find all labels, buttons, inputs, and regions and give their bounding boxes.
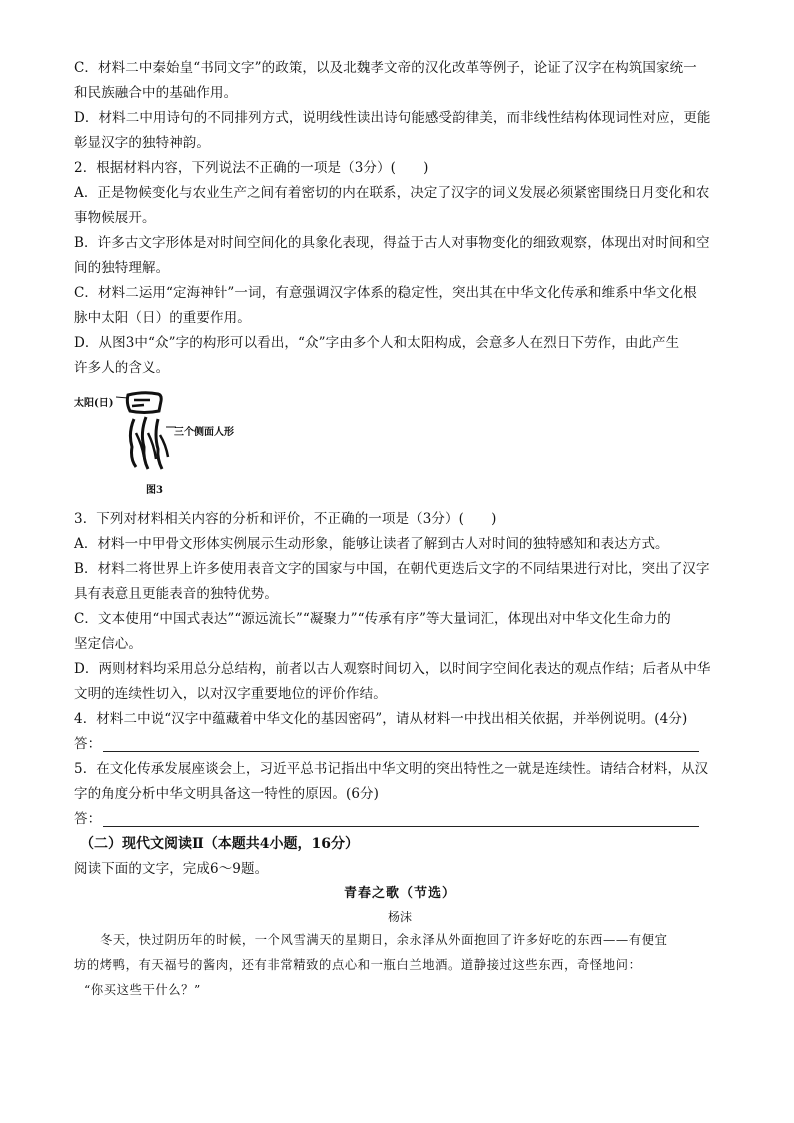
option-b3-line1: B．材料二将世界上许多使用表音文字的国家与中国，在朝代更迭后文字的不同结果进行对比，突出了汉字 bbox=[74, 561, 710, 577]
answer-field-4[interactable] bbox=[103, 736, 699, 752]
option-c3-line2: 坚定信心。 bbox=[74, 636, 142, 652]
figure-people-label: 三个侧面人形 bbox=[174, 427, 234, 438]
option-c2-line1: C．材料二运用“定海神针”一词，有意强调汉字体系的稳定性，突出其在中华文化传承和维系中华文化根 bbox=[74, 285, 697, 301]
question-3: 3．下列对材料相关内容的分析和评价，不正确的一项是（3分）( ) bbox=[74, 511, 497, 527]
answer-label: 答： bbox=[74, 811, 102, 827]
option-a2-line2: 事物候展开。 bbox=[74, 210, 156, 226]
question-2: 2．根据材料内容，下列说法不正确的一项是（3分）( ) bbox=[74, 160, 429, 176]
story-author: 杨沫 bbox=[387, 910, 412, 924]
option-d3-line2: 文明的连续性切入，以对汉字重要地位的评价作结。 bbox=[74, 686, 387, 702]
option-c1-line2: 和民族融合中的基础作用。 bbox=[74, 85, 238, 101]
question-5-line1: 5．在文化传承发展座谈会上，习近平总书记指出中华文明的突出特性之一就是连续性。请结合材料，从汉 bbox=[74, 761, 709, 777]
figure-sun-label: 太阳(日) bbox=[74, 398, 114, 409]
answer-field-5[interactable] bbox=[103, 811, 699, 827]
figure-3 bbox=[74, 389, 726, 501]
option-d3-line1: D．两则材料均采用总分总结构，前者以古人观察时间切入，以时间字空间化表达的观点作结；后者从中华 bbox=[74, 661, 711, 677]
answer-line-5 bbox=[74, 807, 726, 832]
answer-line-4 bbox=[74, 732, 726, 757]
option-b3-line2: 具有表意且更能表音的独特优势。 bbox=[74, 586, 278, 602]
exam-page bbox=[74, 56, 726, 1003]
story-paragraph-2: “你买这些干什么？” bbox=[84, 983, 201, 997]
option-d2-line2: 许多人的含义。 bbox=[74, 360, 170, 376]
option-b2-line2: 间的独特理解。 bbox=[74, 260, 170, 276]
option-d1-line2: 彰显汉字的独特神韵。 bbox=[74, 135, 210, 151]
question-4: 4．材料二中说“汉字中蕴藏着中华文化的基因密码”，请从材料一中找出相关依据，并举例说明。(4分) bbox=[74, 711, 688, 727]
option-c2-line2: 脉中太阳（日）的重要作用。 bbox=[74, 310, 251, 326]
story-paragraph-1-line1: 冬天，快过阴历年的时候，一个风雪满天的星期日，余永泽从外面抱回了许多好吃的东西——有便宜 bbox=[100, 933, 668, 947]
option-c3-line1: C．文本使用“中国式表达”“源远流长”“凝聚力”“传承有序”等大量词汇，体现出对中华文化生命力的 bbox=[74, 611, 671, 627]
section-heading: （二）现代文阅读Ⅱ（本题共4小题，16分） bbox=[80, 836, 360, 852]
option-b2-line1: B．许多古文字形体是对时间空间化的具象化表现，得益于古人对事物变化的细致观察，体现出对时间和空 bbox=[74, 235, 710, 251]
figure-caption: 图3 bbox=[146, 485, 163, 496]
option-a3: A．材料一中甲骨文形体实例展示生动形象，能够让读者了解到古人对时间的独特感知和表达方式。 bbox=[74, 536, 669, 552]
option-d2-line1: D．从图3中“众”字的构形可以看出，“众”字由多个人和太阳构成，会意多人在烈日下劳作，由此产生 bbox=[74, 335, 680, 351]
option-d1-line1: D．材料二中用诗句的不同排列方式，说明线性读出诗句能感受韵律美，而非线性结构体现词性对应，更能 bbox=[74, 110, 711, 126]
option-c1-line1: C．材料二中秦始皇“书同文字”的政策，以及北魏孝文帝的汉化改革等例子，论证了汉字在构筑国家统一 bbox=[74, 60, 697, 76]
story-title: 青春之歌（节选） bbox=[343, 886, 456, 901]
reading-instruction: 阅读下面的文字，完成6～9题。 bbox=[74, 861, 269, 877]
question-5-line2: 字的角度分析中华文明具备这一特性的原因。(6分) bbox=[74, 786, 380, 802]
story-paragraph-1-line2: 坊的烤鸭，有天福号的酱肉，还有非常精致的点心和一瓶白兰地酒。道静接过这些东西，奇怪地问： bbox=[74, 958, 642, 972]
option-a2-line1: A．正是物候变化与农业生产之间有着密切的内在联系，决定了汉字的词义发展必须紧密围绕日月变化和农 bbox=[74, 185, 710, 201]
answer-label: 答： bbox=[74, 736, 102, 752]
